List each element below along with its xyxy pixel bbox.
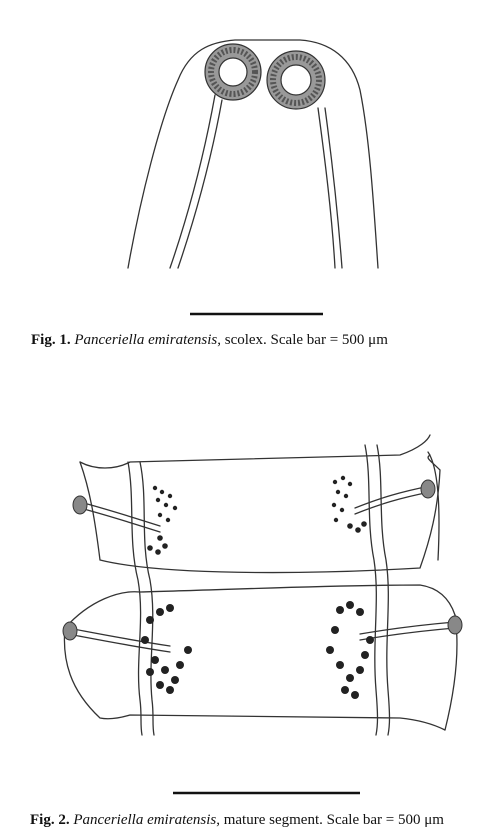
right-canal-2 bbox=[365, 445, 378, 735]
figure-1-caption: Fig. 1. Panceriella emiratensis, scolex. Scale bar = 500 μm bbox=[31, 332, 388, 348]
left-canal-2 bbox=[128, 462, 142, 735]
follicles-upper bbox=[147, 476, 367, 555]
follicles-lower bbox=[141, 601, 374, 699]
figure-2-caption: Fig. 2. Panceriella emiratensis, mature segment. Scale bar = 500 μm bbox=[30, 812, 444, 828]
